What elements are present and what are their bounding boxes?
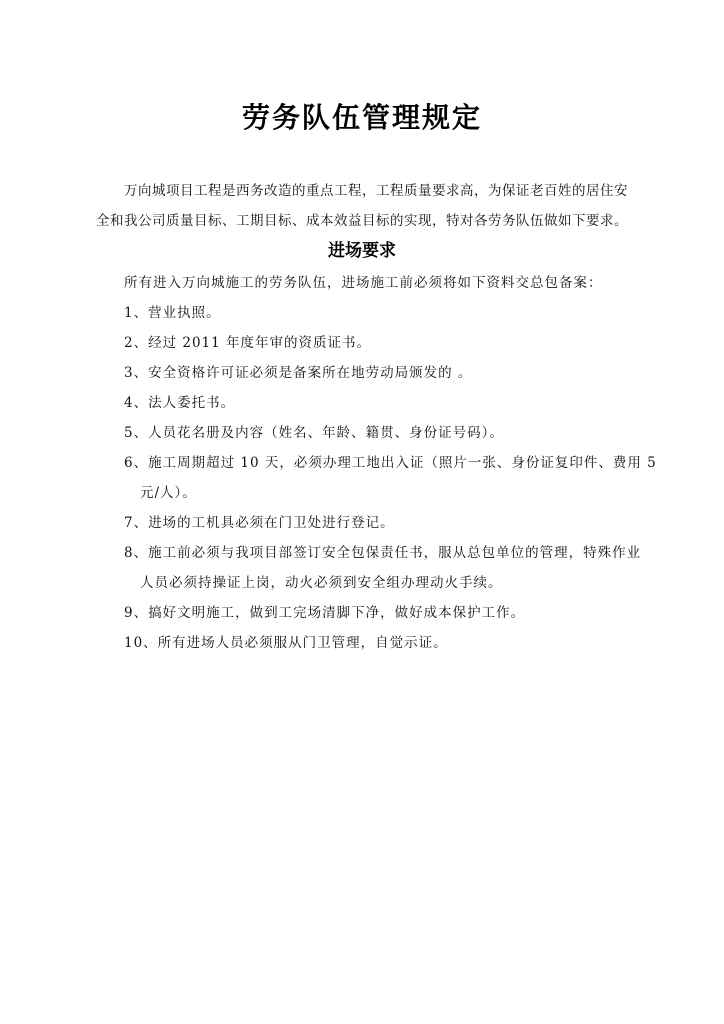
list-item-5: 5、人员花名册及内容（姓名、年龄、籍贯、身份证号码）。 bbox=[124, 425, 504, 441]
list-item-3: 3、安全资格许可证必须是备案所在地劳动局颁发的 。 bbox=[124, 365, 473, 381]
list-item-6-cont: 元/人）。 bbox=[140, 485, 197, 501]
list-item-9: 9、搞好文明施工，做到工完场清脚下净，做好成本保护工作。 bbox=[124, 605, 526, 621]
list-item-2: 2、经过 2011 年度年审的资质证书。 bbox=[124, 335, 372, 351]
section-title: 进场要求 bbox=[328, 241, 396, 261]
list-item-4: 4、法人委托书。 bbox=[124, 395, 236, 411]
list-item-8-cont: 人员必须持操证上岗，动火必须到安全组办理动火手续。 bbox=[140, 575, 503, 591]
section-intro: 所有进入万向城施工的劳务队伍，进场施工前必须将如下资料交总包备案： bbox=[124, 275, 603, 291]
document-title: 劳务队伍管理规定 bbox=[241, 101, 482, 134]
list-item-8: 8、施工前必须与我项目部签订安全包保责任书，服从总包单位的管理，特殊作业 bbox=[124, 545, 642, 561]
list-item-6: 6、施工周期超过 10 天，必须办理工地出入证（照片一张、身份证复印件、费用 5 bbox=[124, 455, 657, 471]
list-item-10: 10、所有进场人员必须服从门卫管理，自觉示证。 bbox=[124, 635, 448, 651]
list-item-1: 1、营业执照。 bbox=[124, 305, 221, 321]
intro-line-2: 全和我公司质量目标、工期目标、成本效益目标的实现，特对各劳务队伍做如下要求。 bbox=[96, 213, 628, 229]
list-item-7: 7、进场的工机具必须在门卫处进行登记。 bbox=[124, 515, 395, 531]
intro-line-1: 万向城项目工程是西务改造的重点工程，工程质量要求高，为保证老百姓的居住安 bbox=[124, 183, 628, 199]
